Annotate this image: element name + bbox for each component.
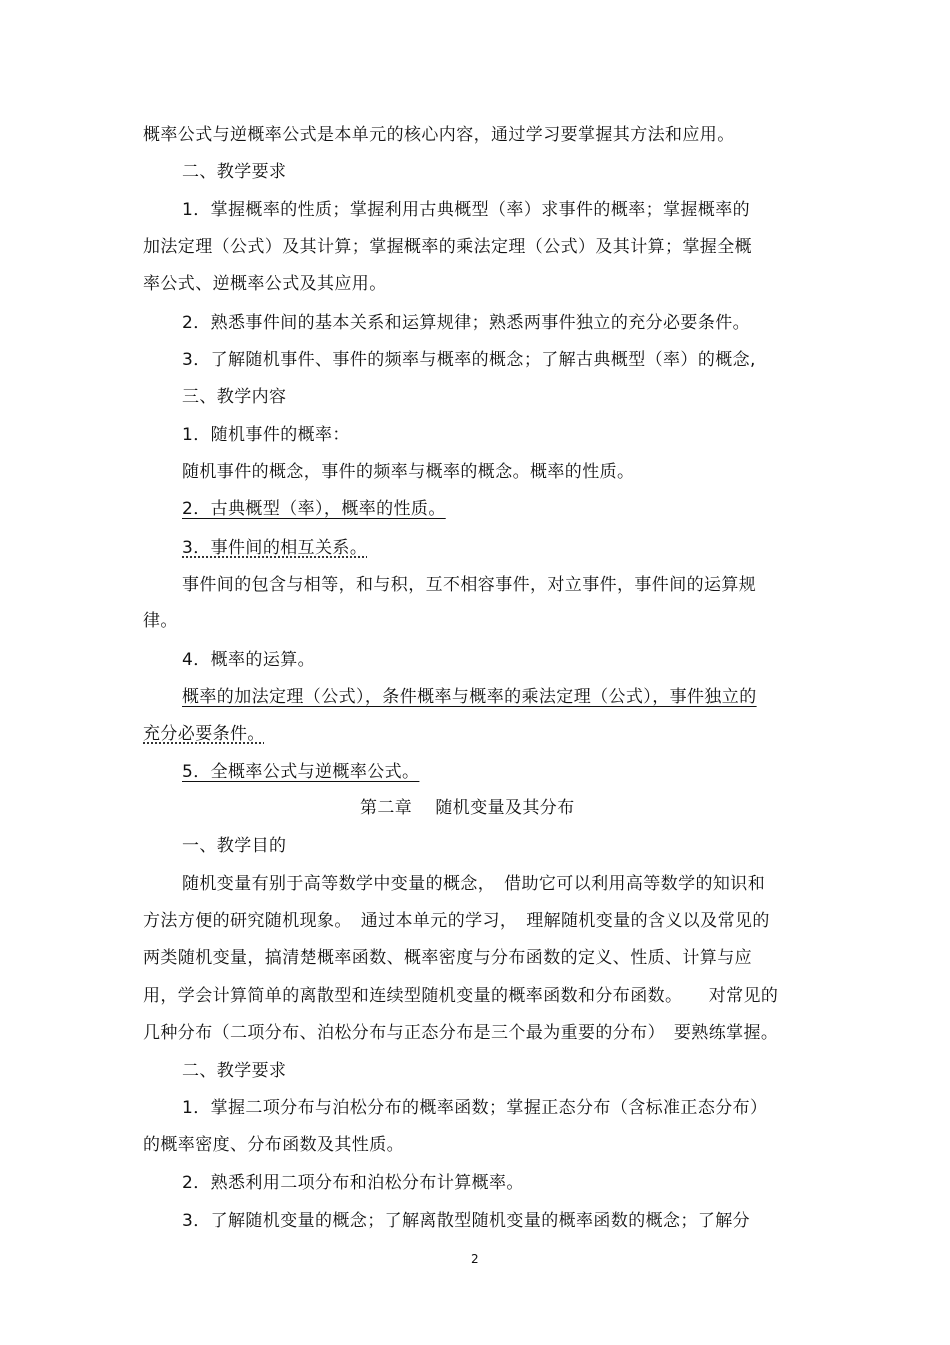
text-line: 3．了解随机事件、事件的频率与概率的概念；了解古典概型（率）的概念, — [182, 350, 756, 370]
text-line: 律。 — [143, 611, 178, 631]
chapter-title: 第二章 随机变量及其分布 — [360, 798, 575, 818]
text-line: 几种分布（二项分布、泊松分布与正态分布是三个最为重要的分布） 要熟练掌握。 — [143, 1023, 779, 1043]
section-heading: 一、教学目的 — [182, 836, 287, 856]
page-number: 2 — [471, 1252, 479, 1266]
text-line: 率公式、逆概率公式及其应用。 — [143, 274, 387, 294]
text-line: 用，学会计算简单的离散型和连续型随机变量的概率函数和分布函数。 对常见的 — [143, 986, 779, 1006]
section-heading: 三、教学内容 — [182, 387, 287, 407]
text-line: 随机变量有别于高等数学中变量的概念， 借助它可以利用高等数学的知识和 — [182, 874, 766, 894]
underlined-line: 3．事件间的相互关系。 — [182, 538, 368, 558]
underlined-line: 充分必要条件。 — [143, 724, 265, 744]
section-heading: 二、教学要求 — [182, 1061, 287, 1081]
text-line: 方法方便的研究随机现象。 通过本单元的学习， 理解随机变量的含义以及常见的 — [143, 911, 770, 931]
underlined-line: 概率的加法定理（公式），条件概率与概率的乘法定理（公式），事件独立的 — [182, 687, 757, 707]
text-line: 的概率密度、分布函数及其性质。 — [143, 1135, 404, 1155]
text-line: 1．掌握二项分布与泊松分布的概率函数；掌握正态分布（含标准正态分布） — [182, 1098, 768, 1118]
text-line: 概率公式与逆概率公式是本单元的核心内容，通过学习要掌握其方法和应用。 — [143, 125, 735, 145]
text-line: 加法定理（公式）及其计算；掌握概率的乘法定理（公式）及其计算；掌握全概 — [143, 237, 752, 257]
text-line: 1．随机事件的概率： — [182, 425, 350, 445]
section-heading: 二、教学要求 — [182, 162, 287, 182]
text-line: 2．熟悉事件间的基本关系和运算规律；熟悉两事件独立的充分必要条件。 — [182, 313, 751, 333]
text-line: 两类随机变量，搞清楚概率函数、概率密度与分布函数的定义、性质、计算与应 — [143, 948, 752, 968]
underlined-line: 5．全概率公式与逆概率公式。 — [182, 762, 420, 782]
underlined-line: 2．古典概型（率），概率的性质。 — [182, 499, 446, 519]
text-line: 随机事件的概念，事件的频率与概率的概念。概率的性质。 — [182, 462, 635, 482]
text-line: 4．概率的运算。 — [182, 650, 316, 670]
text-line: 1．掌握概率的性质；掌握利用古典概型（率）求事件的概率；掌握概率的 — [182, 200, 751, 220]
text-line: 2．熟悉利用二项分布和泊松分布计算概率。 — [182, 1173, 524, 1193]
text-line: 事件间的包含与相等，和与积，互不相容事件，对立事件，事件间的运算规 — [182, 575, 757, 595]
text-line: 3．了解随机变量的概念；了解离散型随机变量的概率函数的概念；了解分 — [182, 1211, 751, 1231]
